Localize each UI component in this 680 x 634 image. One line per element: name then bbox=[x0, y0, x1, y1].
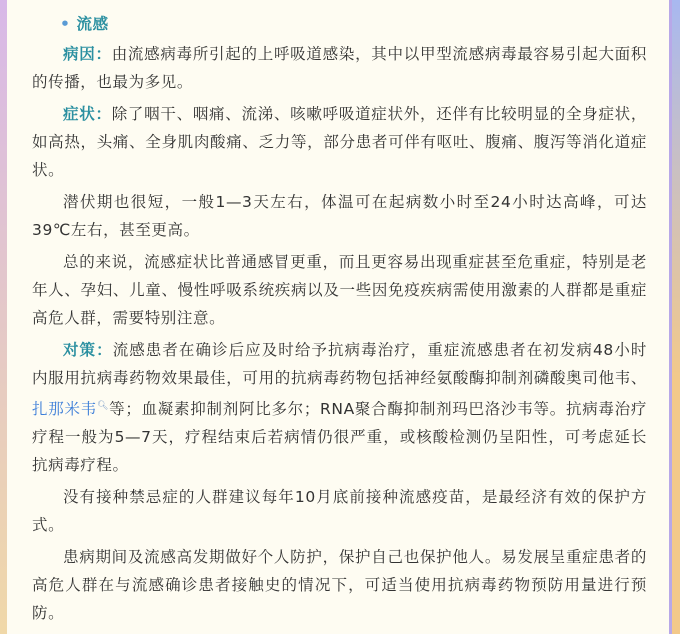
cause-label: 病因： bbox=[63, 45, 112, 63]
search-icon[interactable]: 🔍︎ bbox=[96, 401, 110, 411]
summary-text: 总的来说，流感症状比普通感冒更重，而且更容易出现重症甚至危重症，特别是老年人、孕妇、儿童、慢性呼吸系统疾病以及一些因免疫疾病需使用激素的人群都是重症高危人群，需要特别注意。 bbox=[32, 253, 647, 327]
treatment-text-before: 流感患者在确诊后应及时给予抗病毒治疗，重症流感患者在初发病48小时内服用抗病毒药物效果最佳，可用的抗病毒药物包括神经氨酸酶抑制剂磷酸奥司他韦、 bbox=[32, 341, 647, 387]
symptoms-text: 除了咽干、咽痛、流涕、咳嗽呼吸道症状外，还伴有比较明显的全身症状，如高热，头痛、全身肌肉酸痛、乏力等，部分患者可伴有呕吐、腹痛、腹泻等消化道症状。 bbox=[32, 105, 647, 179]
vaccine-text: 没有接种禁忌症的人群建议每年10月底前接种流感疫苗，是最经济有效的保护方式。 bbox=[32, 488, 647, 535]
paragraph-vaccine bbox=[32, 483, 647, 539]
treatment-label: 对策： bbox=[63, 341, 113, 359]
paragraph-incubation bbox=[32, 188, 647, 244]
paragraph-treatment bbox=[32, 336, 647, 479]
article-content bbox=[32, 10, 647, 631]
symptoms-label: 症状： bbox=[63, 105, 112, 123]
paragraph-symptoms bbox=[32, 100, 647, 184]
incubation-text: 潜伏期也很短，一般1—3天左右，体温可在起病数小时至24小时达高峰，可达39℃左右，甚至更高。 bbox=[32, 193, 647, 239]
zanamivir-link[interactable]: 扎那米韦 bbox=[32, 400, 97, 419]
right-decorative-border bbox=[672, 0, 680, 634]
heading-bullet: • bbox=[60, 15, 71, 33]
prevention-text: 患病期间及流感高发期做好个人防护，保护自己也保护他人。易发展呈重症患者的高危人群在与流感确诊患者接触史的情况下，可适当使用抗病毒药物预防用量进行预防。 bbox=[32, 548, 647, 623]
left-decorative-border bbox=[0, 0, 7, 634]
treatment-text-after: 等；血凝素抑制剂阿比多尔；RNA聚合酶抑制剂玛巴洛沙韦等。抗病毒治疗疗程一般为5—7天，疗程结束后若病情仍很严重，或核酸检测仍呈阳性，可考虑延长抗病毒疗程。 bbox=[32, 400, 647, 475]
paragraph-prevention bbox=[32, 543, 647, 627]
heading-text: 流感 bbox=[76, 15, 109, 33]
section-heading bbox=[60, 10, 647, 38]
cause-text: 由流感病毒所引起的上呼吸道感染，其中以甲型流感病毒最容易引起大面积的传播，也最为多见。 bbox=[32, 45, 647, 91]
paragraph-cause bbox=[32, 40, 647, 96]
paragraph-summary bbox=[32, 248, 647, 332]
